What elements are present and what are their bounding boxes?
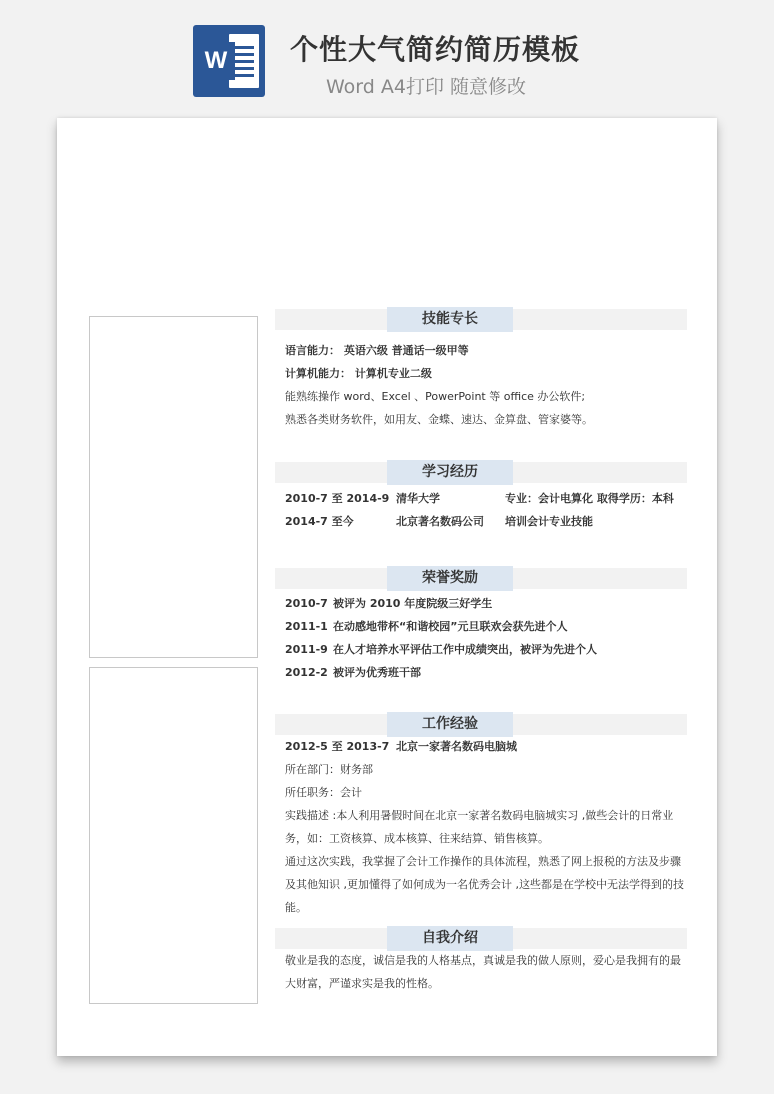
honor-text: 被评为优秀班干部 bbox=[333, 666, 421, 679]
work-company: 北京一家著名数码电脑城 bbox=[396, 740, 517, 753]
education-row bbox=[285, 510, 687, 533]
education-org: 北京著名数码公司 bbox=[396, 515, 484, 528]
education-period: 2014-7 至今 bbox=[285, 515, 354, 528]
section-header bbox=[275, 928, 687, 949]
skill-line: 能熟练操作 word、Excel 、PowerPoint 等 office 办公软件; bbox=[285, 390, 586, 403]
skill-line: 语言能力： 英语六级 普通话一级甲等 bbox=[285, 344, 469, 357]
skill-line: 熟悉各类财务软件，如用友、金蝶、速达、金算盘、管家婆等。 bbox=[285, 413, 593, 426]
word-icon bbox=[193, 25, 265, 97]
work-heading-row bbox=[285, 735, 687, 758]
section-title: 技能专长 bbox=[387, 307, 513, 332]
education-row bbox=[285, 487, 687, 510]
honor-row bbox=[285, 638, 687, 661]
education-detail: 培训会计专业技能 bbox=[505, 515, 593, 528]
section-title: 自我介绍 bbox=[387, 926, 513, 951]
section-title: 荣誉奖励 bbox=[387, 566, 513, 591]
header bbox=[0, 0, 774, 110]
honor-date: 2010-7 bbox=[285, 597, 328, 610]
honor-text: 在动感地带杯“和谐校园”元旦联欢会获先进个人 bbox=[333, 620, 568, 633]
education-org: 清华大学 bbox=[396, 492, 440, 505]
skills-section bbox=[275, 309, 687, 431]
skill-line: 计算机能力： 计算机专业二级 bbox=[285, 367, 432, 380]
photo-frame-top[interactable] bbox=[89, 316, 258, 658]
work-period: 2012-5 至 2013-7 bbox=[285, 740, 390, 753]
honor-text: 被评为 2010 年度院级三好学生 bbox=[333, 597, 493, 610]
honor-date: 2011-1 bbox=[285, 620, 328, 633]
honor-row bbox=[285, 661, 687, 684]
work-position: 所任职务：会计 bbox=[285, 786, 362, 799]
honor-text: 在人才培养水平评估工作中成绩突出，被评为先进个人 bbox=[333, 643, 597, 656]
about-text: 敬业是我的态度，诚信是我的人格基点，真诚是我的做人原则，爱心是我拥有的最大财富，严谨求实是我的性格。 bbox=[285, 954, 681, 990]
section-header bbox=[275, 462, 687, 483]
section-title: 学习经历 bbox=[387, 460, 513, 485]
page-subtitle: Word A4打印 随意修改 bbox=[326, 76, 527, 98]
work-practice: 实践描述 :本人利用暑假时间在北京一家著名数码电脑城实习 ,做些会计的日常业务，如：工资核算、成本核算、往来结算、销售核算。 bbox=[285, 809, 674, 845]
section-header bbox=[275, 714, 687, 735]
honor-row bbox=[285, 592, 687, 615]
photo-frame-bottom[interactable] bbox=[89, 667, 258, 1004]
work-section bbox=[275, 714, 687, 919]
section-header bbox=[275, 309, 687, 330]
about-section bbox=[275, 928, 687, 995]
education-detail: 专业：会计电算化 取得学历：本科 bbox=[505, 492, 674, 505]
work-department: 所在部门：财务部 bbox=[285, 763, 373, 776]
honor-row bbox=[285, 615, 687, 638]
page-title: 个性大气简约简历模板 bbox=[290, 33, 581, 66]
section-header bbox=[275, 568, 687, 589]
education-period: 2010-7 至 2014-9 bbox=[285, 492, 390, 505]
work-reflection: 通过这次实践，我掌握了会计工作操作的具体流程，熟悉了网上报税的方法及步骤及其他知识 ,更加懂得了如何成为一名优秀会计 ,这些都是在学校中无法学得到的技能。 bbox=[285, 855, 684, 914]
honor-date: 2012-2 bbox=[285, 666, 328, 679]
honor-date: 2011-9 bbox=[285, 643, 328, 656]
word-letter: W bbox=[197, 42, 235, 80]
education-section bbox=[275, 462, 687, 533]
honors-section bbox=[275, 568, 687, 684]
resume-page bbox=[57, 118, 717, 1056]
section-title: 工作经验 bbox=[387, 712, 513, 737]
